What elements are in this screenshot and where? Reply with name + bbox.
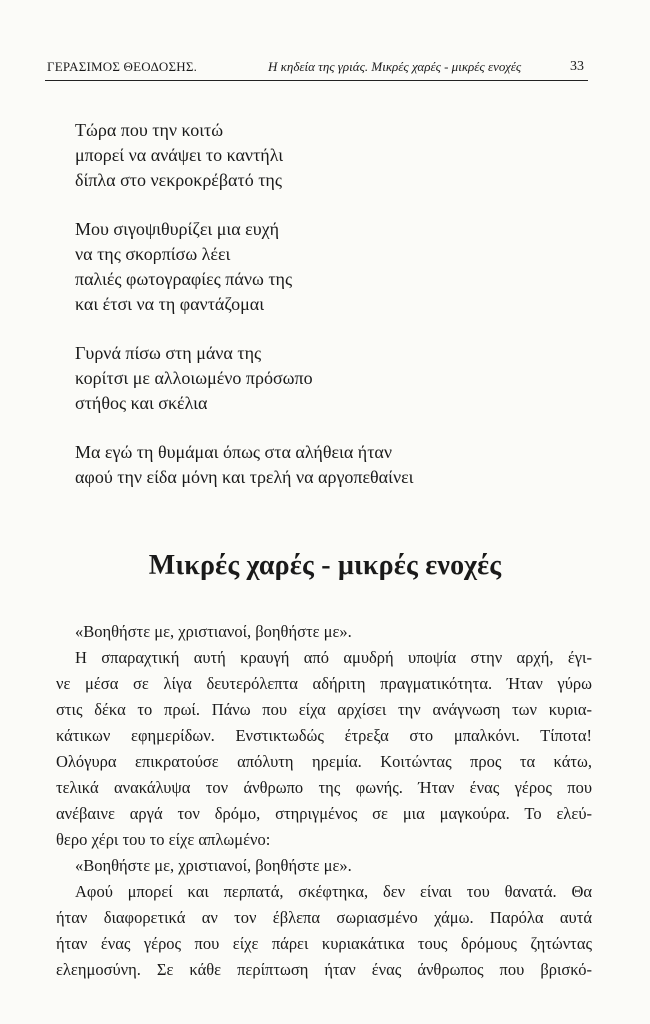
prose-line: κάτικων εφημερίδων. Ενστικτωδώς έτρεξα στο μπαλκόνι. Τίποτα! [56,726,592,745]
poem-stanza-2 [75,217,595,317]
prose-line: στις δέκα το πρωί. Πάνω που είχα αρχίσει την ανάγνωση των κυρια- [56,700,592,719]
prose-line: Αφού μπορεί και περπατά, σκέφτηκα, δεν είναι του θανατά. Θα [75,882,592,901]
poem-verse: Τώρα που την κοιτώ [75,120,224,140]
prose-line: ήταν διαφορετικά αν τον έβλεπα σωριασμένο χάμω. Παρόλα αυτά [56,908,592,927]
poem-verse: στήθος και σκέλια [75,393,208,413]
prose-line: Η σπαραχτική αυτή κραυγή από αμυδρή υποψία στην αρχή, έγι- [75,648,592,667]
prose-line: ήταν ένας γέρος που είχε πάρει κυριακάτικα τους δρόμους ζητώντας [56,934,592,953]
prose-line: «Βοηθήστε με, χριστιανοί, βοηθήστε με». [75,622,352,641]
poem-verse: κορίτσι με αλλοιωμένο πρόσωπο [75,368,313,388]
poem-verse: μπορεί να ανάψει το καντήλι [75,145,284,165]
poem-stanza-4 [75,440,595,490]
poem-verse: δίπλα στο νεκροκρέβατό της [75,170,282,190]
poem-stanza-1 [75,118,595,193]
poem-verse: και έτσι να τη φαντάζομαι [75,294,265,314]
poem-verse: Μα εγώ τη θυμάμαι όπως στα αλήθεια ήταν [75,442,392,462]
prose-line: τελικά ανακάλυψα τον άνθρωπο της φωνής. Ήταν ένας γέρος που [56,778,592,797]
prose-line: «Βοηθήστε με, χριστιανοί, βοηθήστε με». [75,856,352,875]
prose-line: θερο χέρι του το είχε απλωμένο: [56,830,271,849]
poem [75,118,595,514]
poem-verse: αφού την είδα μόνη και τρελή να αργοπεθαίνει [75,467,414,487]
header-book-title: Η κηδεία της γριάς. Μικρές χαρές - μικρές ενοχές [268,59,522,74]
poem-verse: να της σκορπίσω λέει [75,244,231,264]
prose-line: ανέβαινε αργά τον δρόμο, στηριγμένος σε μια μαγκούρα. Το ελεύ- [56,804,592,823]
section-title: Μικρές χαρές - μικρές ενοχές [148,550,502,581]
poem-verse: παλιές φωτογραφίες πάνω της [75,269,293,289]
header-author: ΓΕΡΑΣΙΜΟΣ ΘΕΟΔΟΣΗΣ. [47,59,198,74]
prose-line: Ολόγυρα επικρατούσε απόλυτη ηρεμία. Κοιτώντας προς τα κάτω, [56,752,592,771]
prose-line: ελεημοσύνη. Σε κάθε περίπτωση ήταν ένας άνθρωπος που βρισκό- [56,960,592,979]
page-number: 33 [570,59,584,74]
poem-verse: Μου σιγοψιθυρίζει μια ευχή [75,219,280,239]
poem-stanza-3 [75,341,595,416]
running-header [45,58,588,81]
poem-verse: Γυρνά πίσω στη μάνα της [75,343,262,363]
prose-line: νε μέσα σε λίγα δευτερόλεπτα αδήριτη πραγματικότητα. Ήταν γύρω [56,674,592,693]
prose-body [56,619,592,983]
